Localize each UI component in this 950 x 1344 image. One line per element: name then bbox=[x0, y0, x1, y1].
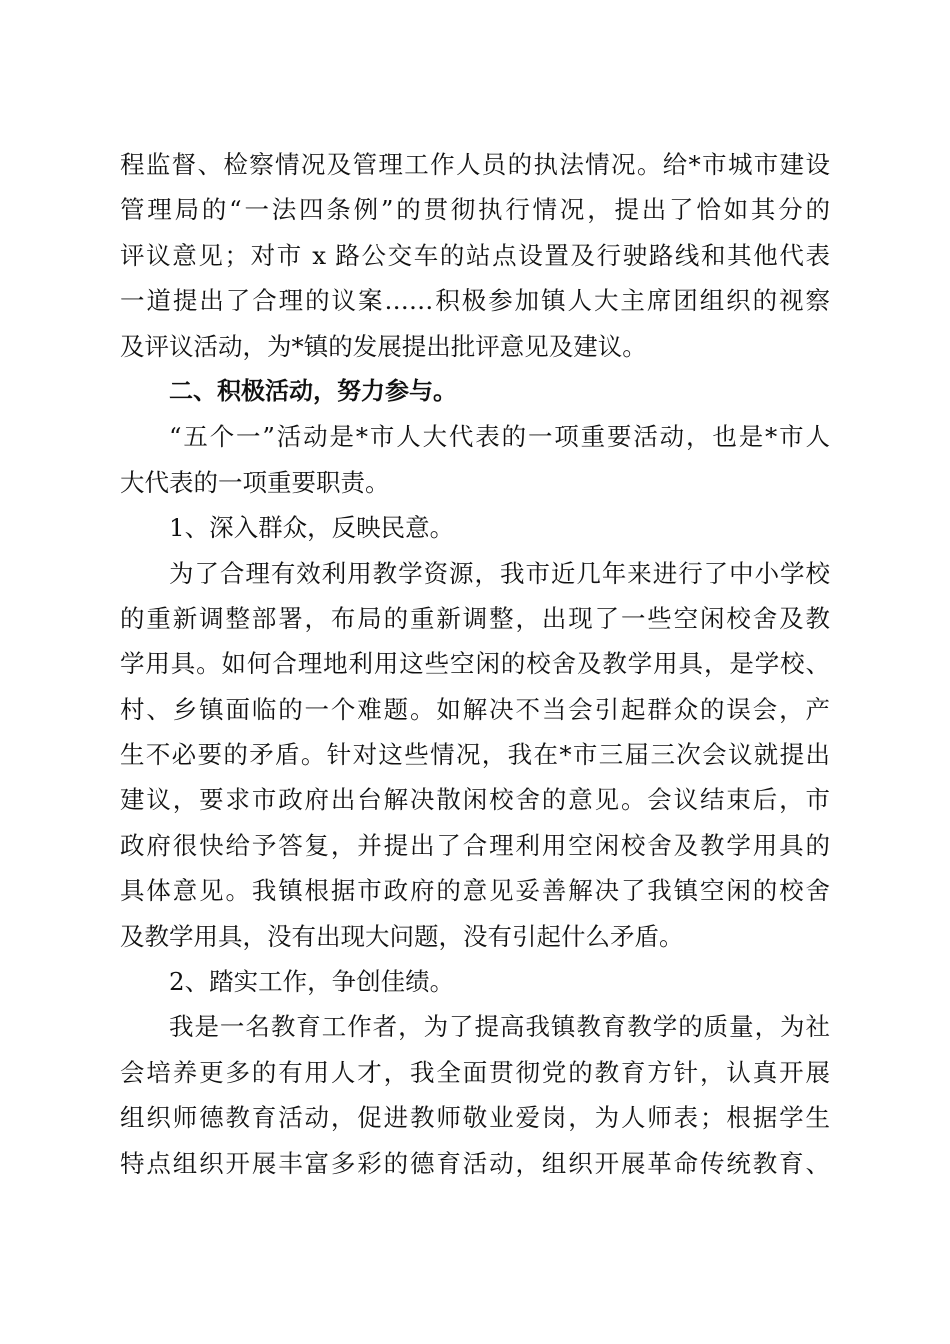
paragraph-line: 会培养更多的有用人才，我全面贯彻党的教育方针，认真开展 bbox=[120, 1057, 830, 1087]
paragraph-line: 程监督、检察情况及管理工作人员的执法情况。给*市城市建设 bbox=[120, 150, 830, 179]
document-body bbox=[120, 142, 830, 1186]
paragraph-line: 为了合理有效利用教学资源，我市近几年来进行了中小学校 bbox=[169, 558, 830, 588]
paragraph-line: 一道提出了合理的议案……积极参加镇人大主席团组织的视察 bbox=[120, 286, 830, 316]
paragraph-line: 具体意见。我镇根据市政府的意见妥善解决了我镇空闲的校舍 bbox=[120, 876, 830, 906]
paragraph-line: 管理局的“一法四条例”的贯彻执行情况，提出了恰如其分的 bbox=[120, 195, 830, 225]
paragraph-line: 村、乡镇面临的一个难题。如解决不当会引起群众的误会，产 bbox=[120, 694, 830, 724]
section-heading: 二、积极活动，努力参与。 bbox=[169, 376, 457, 405]
paragraph-line: 学用具。如何合理地利用这些空闲的校舍及教学用具，是学校、 bbox=[120, 649, 830, 679]
paragraph-line: 及教学用具，没有出现大问题，没有引起什么矛盾。 bbox=[120, 921, 684, 951]
paragraph-line: 我是一名教育工作者，为了提高我镇教育教学的质量，为社 bbox=[169, 1012, 830, 1042]
paragraph-line: 评议意见；对市 x 路公交车的站点设置及行驶路线和其他代表 bbox=[120, 240, 830, 270]
paragraph-line: 政府很快给予答复，并提出了合理利用空闲校舍及教学用具的 bbox=[120, 830, 830, 860]
paragraph-line: 组织师德教育活动，促进教师敬业爱岗，为人师表；根据学生 bbox=[120, 1103, 830, 1133]
paragraph-line: 特点组织开展丰富多彩的德育活动，组织开展革命传统教育、 bbox=[120, 1148, 830, 1178]
subsection-heading: 2、踏实工作，争创佳绩。 bbox=[169, 967, 455, 997]
paragraph-line: 生不必要的矛盾。针对这些情况，我在*市三届三次会议就提出 bbox=[120, 740, 830, 770]
subsection-heading: 1、深入群众，反映民意。 bbox=[169, 513, 455, 543]
paragraph-line: 及评议活动，为*镇的发展提出批评意见及建议。 bbox=[120, 331, 647, 361]
paragraph-line: “五个一”活动是*市人大代表的一项重要活动，也是*市人 bbox=[169, 422, 830, 452]
paragraph-line: 大代表的一项重要职责。 bbox=[120, 467, 390, 497]
paragraph-line: 建议，要求市政府出台解决散闲校舍的意见。会议结束后，市 bbox=[120, 785, 830, 815]
paragraph-line: 的重新调整部署，布局的重新调整，出现了一些空闲校舍及教 bbox=[120, 603, 830, 633]
